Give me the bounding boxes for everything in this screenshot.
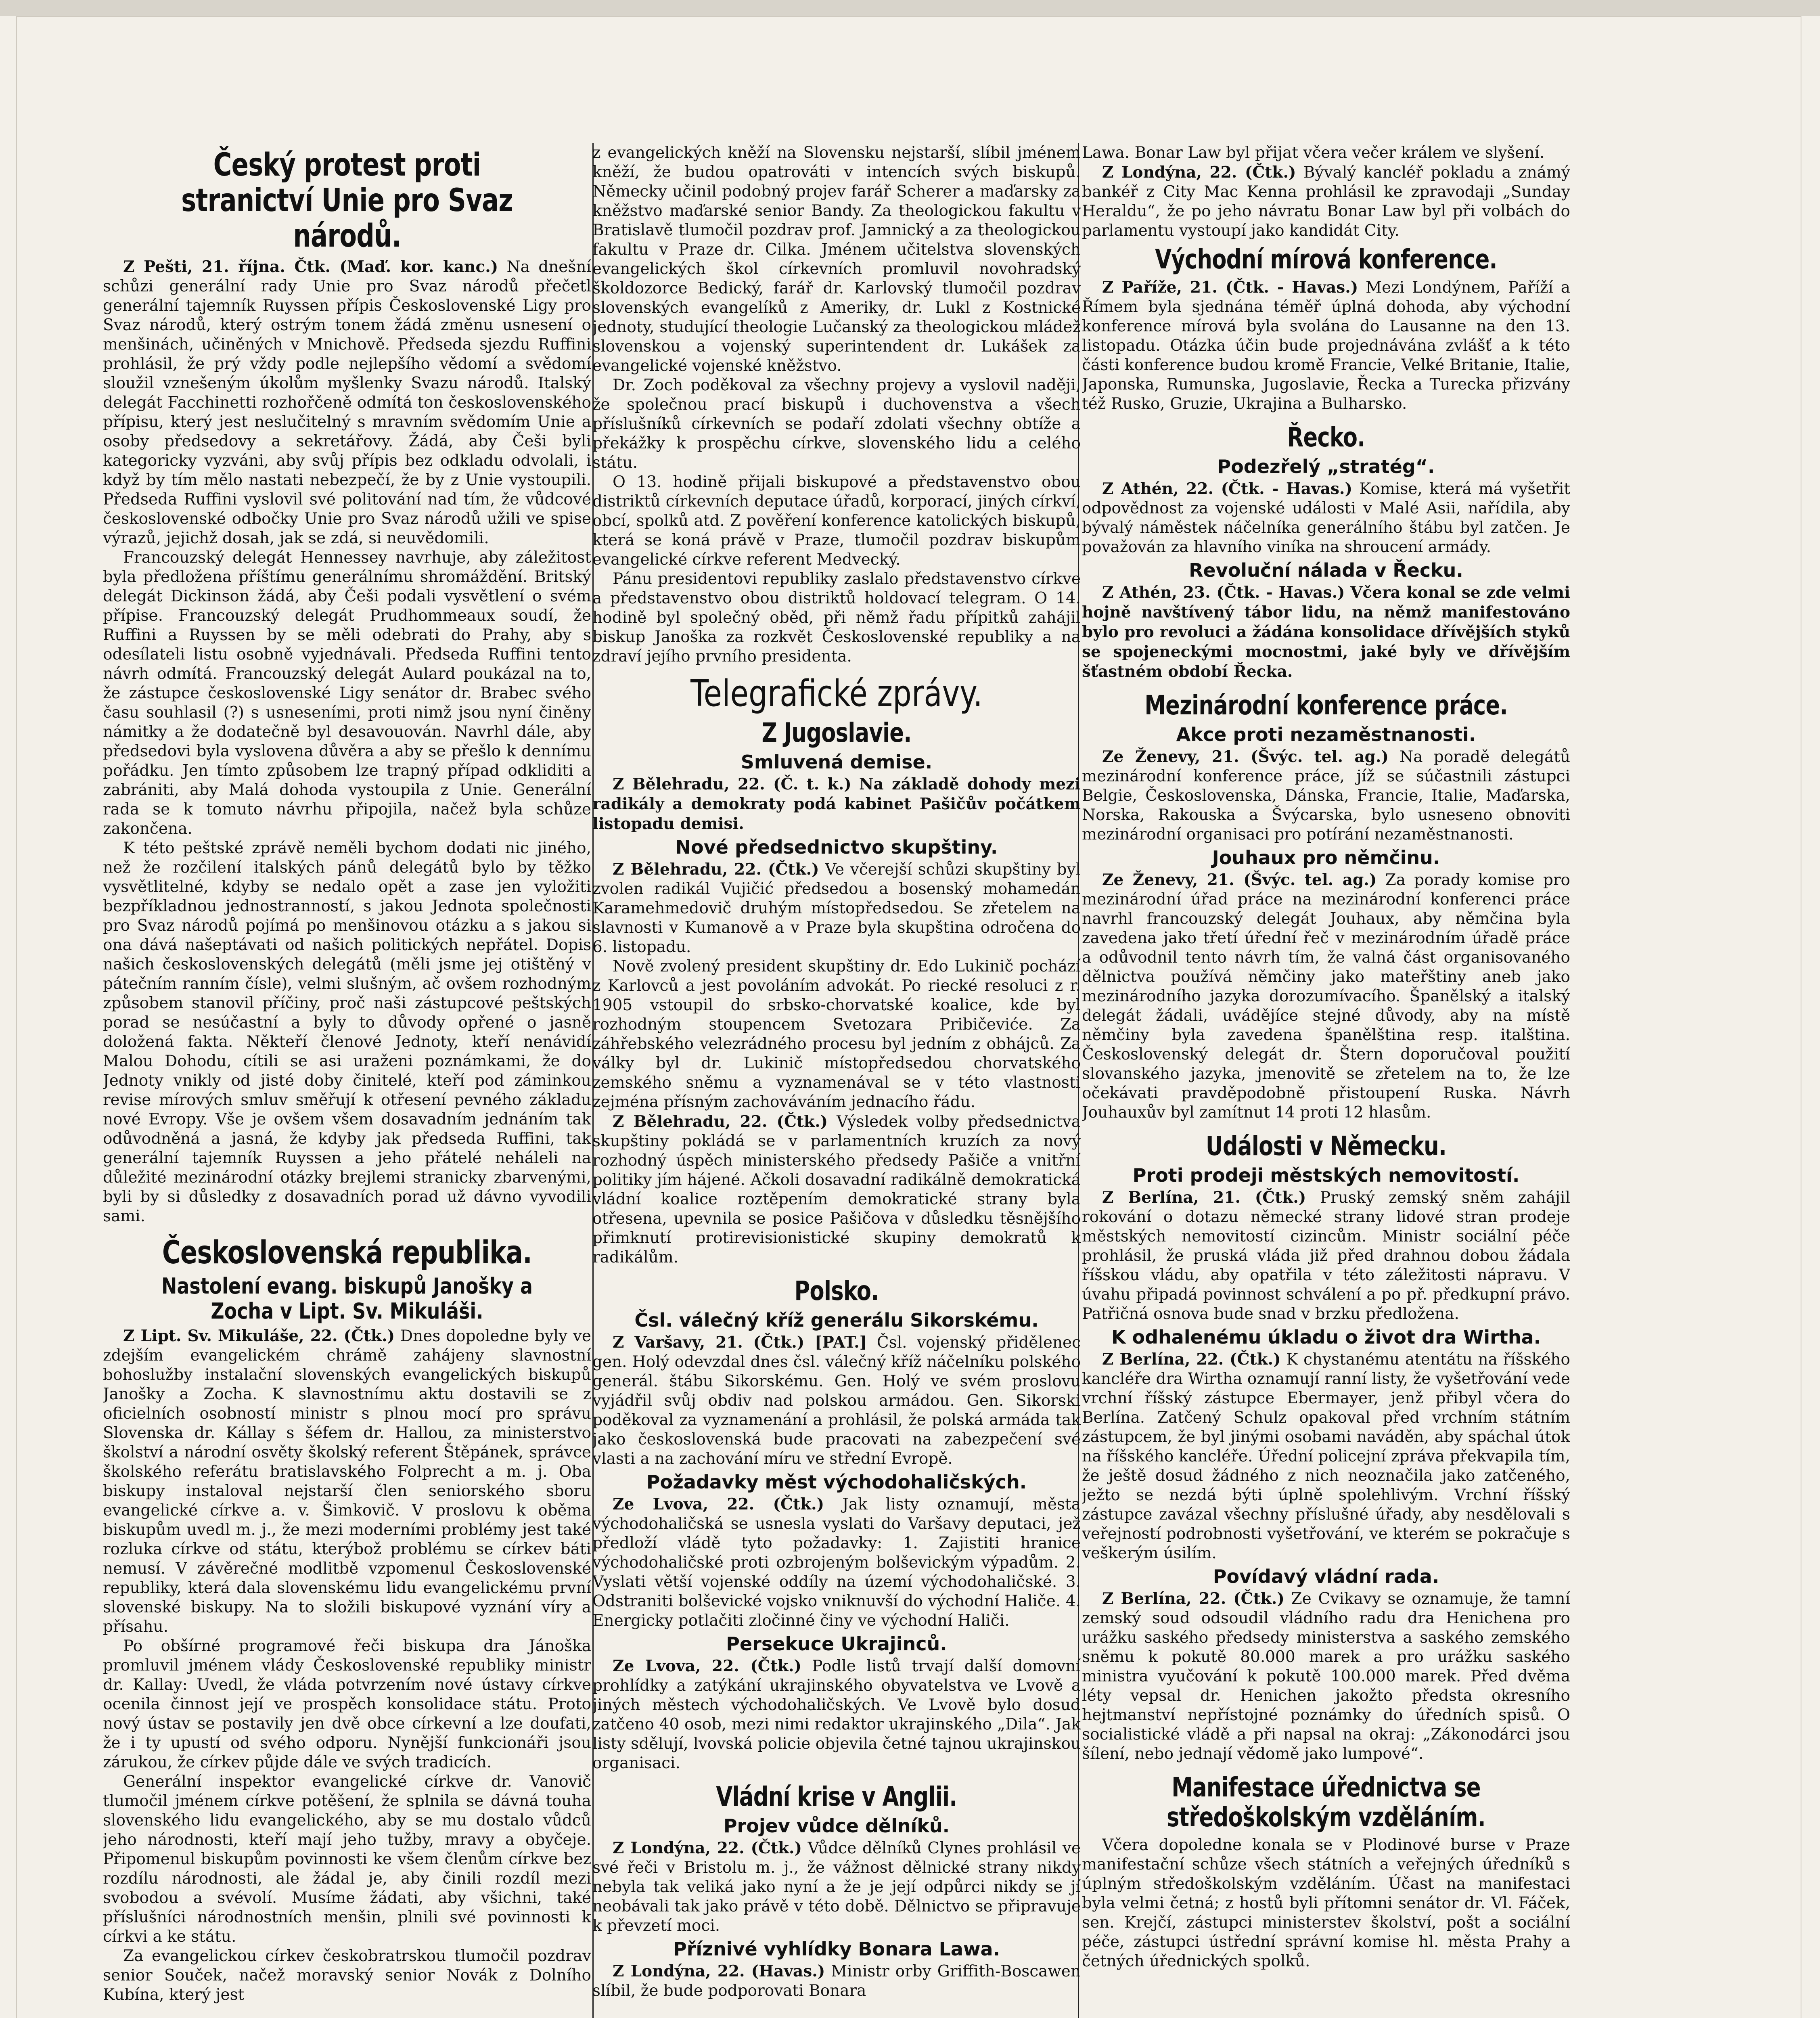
paragraph: Pánu presidentovi republiky zaslalo představenstvo církve a představenstvo obou distriktů holdovací telegram. O 14. hodině byl společný oběd, při němž řadu přípitků zahájil biskup Janoška za rozkvět Československé republiky a na zdraví jejího prvního presidenta. — [592, 570, 1081, 666]
dateline: Z Berlína, 22. (Čtk.) — [1102, 1350, 1281, 1369]
body-text: Bývalý kancléř pokladu a známý bankéř z City Mac Kenna prohlásil ke zpravodaji „Sunday Heraldu“, že po jeho návratu Bonar Law byl při volbách do parlamentu vystoupí jako kandidát City. — [1082, 163, 1570, 240]
dateline: Ze Lvova, 22. (Čtk.) — [613, 1495, 824, 1514]
subheadline: Požadavky měst východohaličských. — [646, 1471, 1027, 1493]
subheadline: Podezřelý „stratég“. — [1217, 456, 1435, 477]
body-text: Za porady komise pro mezinárodní úřad práce na mezinárodní konferenci práce navrhl francouzský delegát Jouhaux, aby němčina byla zavedena jako třetí úřední řeč v mezinárodním úřadě práce a odůvodnil tento návrh tím, že valná část organisovaného dělnictva používá němčiny jako mateřštiny aneb jako mezinárodního jazyka dorozumívacího. Španělský a italský delegát žádali, uvádějíce stejné důvody, aby na místě němčiny byla zavedena španělština resp. italština. Československý delegát dr. Štern doporučoval použití slovanského jazyka, jmenovitě se zřetelem na to, že lze očekávati pravděpodobně přistoupení Ruska. Návrh Jouhauxův byl zamítnut 14 proti 12 hlasům. — [1082, 871, 1570, 1122]
dateline: Z Athén, 22. (Čtk. - Havas.) — [1102, 479, 1352, 498]
subheadline: Čsl. válečný kříž generálu Sikorskému. — [634, 1309, 1039, 1331]
dateline: Z Bělehradu, 22. (Č. t. k.) — [613, 775, 851, 793]
subheadline: Nové předsednictvo skupštiny. — [675, 836, 998, 858]
body-text: Na základě dohody mezi radikály a demokraty podá kabinet Pašičův počátkem listopadu demisi. — [592, 775, 1081, 833]
dateline: Z Athén, 23. (Čtk. - Havas.) — [1102, 583, 1345, 602]
paragraph: Po obšírné programové řeči biskupa dra Jánoška promluvil jménem vlády Československé republiky ministr dr. Kallay: Uvedl, že vláda potvrzením nové ústavy církve ocenila činnost její ve prospěch konsolidace státu. Proto nový ústav se postavily jen dvě obce církevní a lze doufati, že i ty upustí od svého odporu. Nynější funkcionáři jsou zárukou, že církev půjde dále ve svých tradicích. — [103, 1637, 591, 1771]
subheadline: Revoluční nálada v Řecku. — [1189, 559, 1463, 581]
paragraph — [1082, 1350, 1570, 1563]
article-yugoslavia — [592, 718, 1081, 1267]
body-text: Komise, která má vyšetřit odpovědnost za vojenské události v Malé Asii, nařídila, aby bývalý náměstek náčelníka generálního štábu byl zatčen. Je považován za hlavního viníka na shroucení armády. — [1082, 480, 1570, 556]
dateline: Z Bělehradu, 22. (Čtk.) — [613, 860, 819, 879]
paragraph — [1082, 583, 1570, 682]
body-text: Na poradě delegátů mezinárodní konference práce, jíž se súčastnili zástupci Belgie, Československa, Dánska, Francie, Italie, Maďarska, Norska, Rakouska a Švýcarska, bylo usneseno obnoviti mezinárodní organisaci pro potírání nezaměstnanosti. — [1082, 748, 1570, 844]
paragraph: O 13. hodině přijali biskupové a představenstvo obou distriktů církevních deputace úřadů, korporací, jiných církví, obcí, spolků atd. Z pověření konference katolických biskupů, která se koná právě v Praze, tlumočil pozdrav biskupům evangelické církve referent Medvecký. — [592, 473, 1081, 569]
paragraph — [103, 257, 591, 548]
body-text: Ve včerejší schůzi skupštiny byl zvolen radikál Vujičić předsedou a bosenský mohamedán Karamehmedovič druhým místopředsedou. Se zřetelem na slavnosti v Kumanově a v Praze byla skupština odročena do 6. listopadu. — [592, 860, 1081, 956]
subheadline: Smluvená demise. — [741, 751, 933, 773]
article-labour-conference — [1082, 691, 1570, 1122]
paragraph: z evangelických kněží na Slovensku nejstarší, slíbil jménem kněží, že budou opatrováti v intencích svých biskupů. Německy učinil podobný projev farář Scherer a maďarsky za kněžstvo maďarské senior Bandy. Za theologickou fakultu v Bratislavě tlumočil pozdrav prof. Jamnický a za theologickou fakultu v Praze dr. Cilka. Jménem učitelstva slovenských evangelických škol církevních promluvil novohradský školdozorce Bedický, farář dr. Karlovský tlumočil pozdrav slovenských evangelíků z Ameriky, dr. Lukl z Kostnické jednoty, studující theologie Lučanský za theologickou mládež slovenskou a vojenský superintendent dr. Lukášek za evangelické vojenské kněžstvo. — [592, 144, 1081, 375]
article-eastern-peace-conference — [1082, 245, 1570, 414]
subheadline: K odhalenému úkladu o život dra Wirtha. — [1111, 1326, 1541, 1348]
subheadline: Jouhaux pro němčinu. — [1212, 847, 1440, 869]
subheadline: Nastolení evang. biskupů Janošky a Zocha v Lipt. Sv. Mikuláši. — [161, 1273, 533, 1324]
paragraph — [1082, 1188, 1570, 1324]
headline: Československá republika. — [162, 1235, 532, 1271]
body-text: Dnes dopoledne byly ve zdejším evangelickém chrámě zahájeny slavnostní bohoslužby instalační slovenských evangelických biskupů Janošky a Zocha. K slavnostnímu aktu dostavili se z oficielních osobností ministr s plnou mocí pro správu Slovenska dr. Kállay s šéfem dr. Hallou, za ministerstvo školství a národní osvěty školský referent Štěpánek, správce školského referátu bratislavského Folprecht a m. j. Oba biskupy instaloval nejstarší člen seniorského sboru evangelické církve a. v. Šimkovič. V proslovu k oběma biskupům uvedl m. j., že mezi moderními problémy jest také rozluka církve od státu, kterýbož problému se církev báti nemusí. V závěrečné modlitbě vzpomenul Československé republiky, která dala slovenskému lidu evangelickému první slovenské biskupy. Na to složili biskupové vyznání víry a přísahu. — [103, 1327, 591, 1636]
paragraph — [1082, 870, 1570, 1122]
paragraph — [1082, 1589, 1570, 1764]
body-text: Čsl. vojenský přidělenec gen. Holý odevzdal dnes čsl. válečný kříž náčelníku polského generál. štábu Sikorskému. Gen. Holý ve svém proslovu vyjádřil svůj obdiv nad polskou armádou. Gen. Sikorski poděkoval za vyznamenání a prohlásil, že polská armáda tak jako československá bude pracovati na zabezpečení své vlasti a na zachování míru ve střední Evropě. — [592, 1333, 1081, 1468]
subheadline: Akce proti nezaměstnanosti. — [1176, 724, 1476, 745]
headline: Manifestace úřednictva se středoškolským vzděláním. — [1167, 1772, 1485, 1833]
paragraph: Nově zvolený president skupštiny dr. Edo Lukinič pochází z Karlovců a jest povoláním advokát. Po riecké resoluci z r. 1905 vstoupil do srbsko-chorvatské koalice, kde byl rozhodným stoupencem Svetozara Pribičeviće. Za záhřebského velezrádného procesu byl jedním z obhájců. Za války byl dr. Lukinič místopředsedou chorvatského zemského sněmu a vyznamenával se v této vlastnosti zejména přísným zachováváním jednacího řádu. — [592, 957, 1081, 1111]
paragraph: Francouzský delegát Hennessey navrhuje, aby záležitost byla předložena příštímu generálnímu shromáždění. Britský delegát Dickinson žádá, aby Češi podali vysvětlení o svém přípise. Francouzský delegát Prudhommeaux soudí, že Ruffini a Ruyssen by se měli odebrati do Prahy, aby s odesílateli listu osobně vyjednávali. Předseda Ruffini tento návrh odmítá. Francouzský delegát Aulard poukázal na to, že zástupce československé Ligy senátor dr. Brabec svého času souhlasil (?) s usneseními, proti nimž jsou nyní činěny námitky a že dodatečně byl desavouován. Navrhl dále, aby předsedovi byla vyslovena důvěra a aby se přešlo k dennímu pořádku. Jen tímto způsobem lze trapný případ odkliditi a zabrániti, aby Malá dohoda vystoupila z Unie. Generální rada se k tomuto návrhu připojila, načež byla schůze zakončena. — [103, 548, 591, 838]
body-text: Na dnešní schůzi generální rady Unie pro Svaz národů přečetl generální tajemník Ruyssen přípis Československé Ligy pro Svaz národů, který ostrým tonem žádá změnu usnesení o menšinách, učiněných v Mnichově. Předseda sjezdu Ruffini prohlásil, že prý vždy podle nejlepšího vědomí a svědomí sloužil vznešeným úkolům myšlenky Svazu národů. Italský delegát Facchinetti rozhořčeně odmítá ton československého přípisu, který jest neslučitelný s mravním svědomím Unie a osoby předsedovy a sekretářovy. Žádá, aby Češi byli kategoricky vyzváni, aby svůj přípis bez odkladu odvolali, i když by tím mělo nastati nebezpečí, že by z Unie vystoupili. Předseda Ruffini vyslovil své politování nad tím, že vůdcové československé odbočky Unie pro Svaz národů užili ve spise výrazů, jejichž dosah, jak se zdá, si neuvědomili. — [103, 258, 591, 547]
dateline: Ze Ženevy, 21. (Švýc. tel. ag.) — [1102, 747, 1389, 766]
subheadline: Povídavý vládní rada. — [1213, 1566, 1439, 1587]
paragraph — [592, 860, 1081, 957]
headline: Události v Německu. — [1205, 1130, 1447, 1162]
section-headline: Telegrafické zprávy. — [690, 672, 983, 715]
dateline: Z Lipt. Sv. Mikuláše, 22. (Čtk.) — [123, 1327, 395, 1345]
paragraph — [592, 1838, 1081, 1936]
article-czech-protest — [103, 147, 591, 1226]
body-text: Ze Cvikavy se oznamuje, že tamní zemský soud odsoudil vládního radu dra Henichena pro urážku saského předsedy ministerstva a saského zemského sněmu k pokutě 80.000 marek a pro urážku saského ministra vyučování k pokutě 100.000 marek. Před dvěma léty vepsal dr. Henichen jakožto předsta okresního hejtmanství nepřístojné poznámky do úředních spisů. O socialistické vládě a při napsal na okraj: „Zákonodárci jsou šílení, nebo jednají vědomě jako lumpové“. — [1082, 1590, 1570, 1763]
body-text: Mezi Londýnem, Paříží a Římem byla sjednána téměř úplná dohoda, aby východní konference mírová byla svolána do Lausanne na den 13. listopadu. Otázka účin bude projednávána zvlášť a k této části konference budou kromě Francie, Velké Britanie, Italie, Japonska, Rumunska, Jugoslavie, Řecka a Turecka přizvány též Rusko, Gruzie, Ukrajina a Bulharsko. — [1082, 278, 1570, 413]
subheadline: Persekuce Ukrajinců. — [726, 1633, 947, 1655]
dateline: Z Berlína, 21. (Čtk.) — [1102, 1188, 1306, 1207]
paragraph — [1082, 163, 1570, 241]
paragraph — [103, 1326, 591, 1637]
body-text: Vůdce dělníků Clynes prohlásil ve své řeči v Bristolu m. j., že vážnost dělnické strany nikdy nebyla tak veliká jako nyní a že je její odpůrci nikdy se jí neobávali tak jako právě v této době. Dělnictvo se připravuje k převzetí moci. — [592, 1839, 1081, 1935]
headline: Český protest proti stranictví Unie pro Svaz národů. — [181, 147, 513, 254]
paragraph — [592, 1495, 1081, 1631]
column-3 — [1082, 143, 1570, 2018]
paragraph — [592, 1656, 1081, 1773]
paragraph: Lawa. Bonar Law byl přijat včera večer králem ve slyšení. — [1082, 144, 1545, 162]
dateline: Ze Ženevy, 21. (Švýc. tel. ag.) — [1102, 871, 1377, 889]
dateline: Z Londýna, 22. (Čtk.) — [1102, 163, 1296, 182]
column-1 — [103, 143, 591, 2018]
subheadline: Proti prodeji městských nemovitostí. — [1132, 1164, 1520, 1186]
headline: Polsko. — [794, 1275, 879, 1306]
article-germany — [1082, 1131, 1570, 1764]
article-civil-servants — [1082, 1773, 1570, 1971]
paragraph — [1082, 278, 1570, 414]
dateline: Z Varšavy, 21. (Čtk.) [PAT.] — [613, 1333, 867, 1352]
headline: Z Jugoslavie. — [761, 717, 912, 748]
paragraph — [592, 1961, 1081, 2001]
body-text: Včera konal se zde velmi hojně navštívený tábor lidu, na němž manifestováno bylo pro revoluci a žádána konsolidace dřívějších styků se spojeneckými mocnostmi, jaké byly ve dřívějším šťastném období Řecka. — [1082, 583, 1570, 681]
paragraph: K této peštské zprávě neměli bychom dodati nic jiného, než že rozčilení italských pánů delegátů bylo by těžko vysvětlitelné, kdyby se nedalo opět a zase jen vyložiti bezpříkladnou jednostranností, s jakou Jednota společnosti pro Svaz národů pojímá po menšinovou otázku a s jakou si ona dává našeptávati od našich politických nepřátel. Dopis našich československých delegátů (měli jsme jej otištěný v pátečním ranním čísle), velmi slušným, ač ovšem rozhodným způsobem stanovil příčiny, proč naši zástupcové peštských porad se nesúčastní a byly to důvody opřené o jasně doložená fakta. Někteří členové Jednoty, kteří nenávidí Malou Dohodu, cítili se asi uraženi poznámkami, že do Jednoty vnikly od jisté doby činitelé, kteří pod záminkou revise mírových smluv směřují k otřesení pevného základu nové Evropy. Vše je ovšem všem dosavadním jednáním tak odůvodněná a jasná, že kdyby jak předseda Ruffini, tak generální tajemník Ruyssen a jeho přátelé neháleli na důležité mezinárodní otázky brejlemi stranicky zbarvenými, byli by si důsledky z dosavadních porad už dávno vyvodili sami. — [103, 839, 591, 1225]
dateline: Z Berlína, 22. (Čtk.) — [1102, 1589, 1284, 1608]
headline: Mezinárodní konference práce. — [1144, 690, 1508, 721]
body-text: Podle listů trvají další domovní prohlídky a zatýkání ukrajinského obyvatelstva ve Lvově a jiných městech východohaličských. Ve Lvově bylo dosud zatčeno 40 osob, mezi nimi redaktor ukrajinského „Dila“. Jak listy sdělují, lvovská policie objevila četné tajnou ukrajinskou organisaci. — [592, 1657, 1081, 1772]
dateline: Z Londýna, 22. (Havas.) — [613, 1962, 825, 1980]
dateline: Z Paříže, 21. (Čtk. - Havas.) — [1102, 278, 1358, 297]
paragraph — [592, 1112, 1081, 1267]
page-top-edge — [0, 0, 1820, 16]
paragraph — [1082, 747, 1570, 844]
paragraph: Za evangelickou církev českobratrskou tlumočil pozdrav senior Souček, načež moravský senior Novák z Dolního Kubína, který jest — [103, 1947, 591, 2004]
paragraph — [1082, 479, 1570, 557]
paragraph: Včera dopoledne konala se v Plodinové burse v Praze manifestační schůze všech státních a veřejných úředníků s úplným středoškolským vzděláním. Účast na manifestaci byla velmi četná; z hostů byli přítomni senátor dr. Vl. Fáček, sen. Krejčí, zástupci ministerstev školství, pošt a sociální péče, zástupci ústřední správní komise hl. města Prahy a četných úřednických spolků. — [1082, 1836, 1570, 1970]
body-text: K chystanému atentátu na říšského kancléře dra Wirtha oznamují ranní listy, že vyšetřování vede vrchní říšský zástupce Ebermayer, jenž přibyl včera do Berlína. Zatčený Schulz opakoval před vrchním státním zástupcem, že byl jinými osobami naváděn, aby spáchal útok na říšského kancléře. Úřední policejní zpráva překvapila tím, že ještě dosud žádného z nich neoznačila jako zatčeného, ježto se nezdá býti úplně spolehlivým. Vrchní říšský zástupce zavázal všechny příslušné úřady, aby nesdělovali s veřejností podrobnosti vyšetřování, ve kterém se pokračuje s veškerým úsilím. — [1082, 1350, 1570, 1562]
paragraph — [592, 775, 1081, 834]
article-poland — [592, 1276, 1081, 1773]
article-greece — [1082, 423, 1570, 682]
article-czechoslovak-republic — [103, 1235, 591, 2005]
body-text: Pruský zemský sněm zahájil rokování o dotazu německé strany lidové stran prodeje městských nemovitostí cizincům. Ministr sociální péče prohlásil, že pruská vláda již před drahnou dobou žádala říšskou vládu, aby opatřila v této záležitosti nápravu. V úvahu připadá povinnost schválení a po př. předkupní právo. Patřičná osnova bude snad v brzku předložena. — [1082, 1189, 1570, 1323]
headline: Řecko. — [1287, 422, 1365, 453]
body-text: Výsledek volby předsednictva skupštiny pokládá se v parlamentních kruzích za nový rozhodný úspěch ministerského předsedy Pašiče a vnitřní politiky jím hájené. Ačkoli dosavadní radikálně demokratická vládní koalice roztěpením demokratické strany byla otřesena, upevnila se posice Pašičova v důsledku těsnějšího přimknutí protirevisionistické skupiny demokratů k radikálům. — [592, 1113, 1081, 1266]
dateline: Z Pešti, 21. října. Čtk. (Maď. kor. kanc.) — [123, 257, 498, 276]
headline: Východní mírová konference. — [1155, 244, 1497, 275]
paragraph: Generální inspektor evangelické církve dr. Vanovič tlumočil jménem církve potěšení, že splnila se dávná touha slovenského lidu evangelického, aby se mu dostalo vůdců jeho národnosti, kteří mají jeho tužby, mravy a obyčeje. Připomenul biskupům povinnosti ke všem členům církve bez rozdílu národnosti, ale žádal je, aby činili rozdíl mezi svobodou a svévolí. Musíme žádati, aby všichni, také příslušníci národnostních menšin, plnili své povinnosti k církvi a ke státu. — [103, 1773, 591, 1946]
body-text: Ministr orby Griffith-Boscawen slíbil, že bude podporovati Bonara — [592, 1962, 1081, 2000]
article-england — [592, 1782, 1081, 2001]
paragraph: Dr. Zoch poděkoval za všechny projevy a vyslovil naději, že společnou prací biskupů i duchovenstva a všech příslušníků církevních se podaří zdolati všechny obtíže a překážky k prospěchu církve, slovenského lidu a celého státu. — [592, 376, 1081, 472]
dateline: Z Londýna, 22. (Čtk.) — [613, 1839, 802, 1857]
subheadline: Projev vůdce dělníků. — [723, 1815, 950, 1837]
paragraph — [592, 1333, 1081, 1469]
dateline: Z Bělehradu, 22. (Čtk.) — [613, 1112, 828, 1131]
dateline: Ze Lvova, 22. (Čtk.) — [613, 1657, 801, 1675]
column-2 — [592, 143, 1081, 2018]
body-text: Jak listy oznamují, města východohaličská se usnesla vyslati do Varšavy deputaci, jež předloží vládě tyto požadavky: 1. Zajistiti hranice východohaličské proti ozbrojeným bolševickým výpadům. 2. Vyslati větší vojenské oddíly na území východohaličské. 3. Odstraniti bolševické vojsko vniknuvší do východní Haliče. 4. Energicky potlačiti zločinné činy ve východní Haliči. — [592, 1495, 1081, 1630]
subheadline: Příznivé vyhlídky Bonara Lawa. — [673, 1938, 1000, 1960]
headline: Vládní krise v Anglii. — [716, 1781, 957, 1812]
